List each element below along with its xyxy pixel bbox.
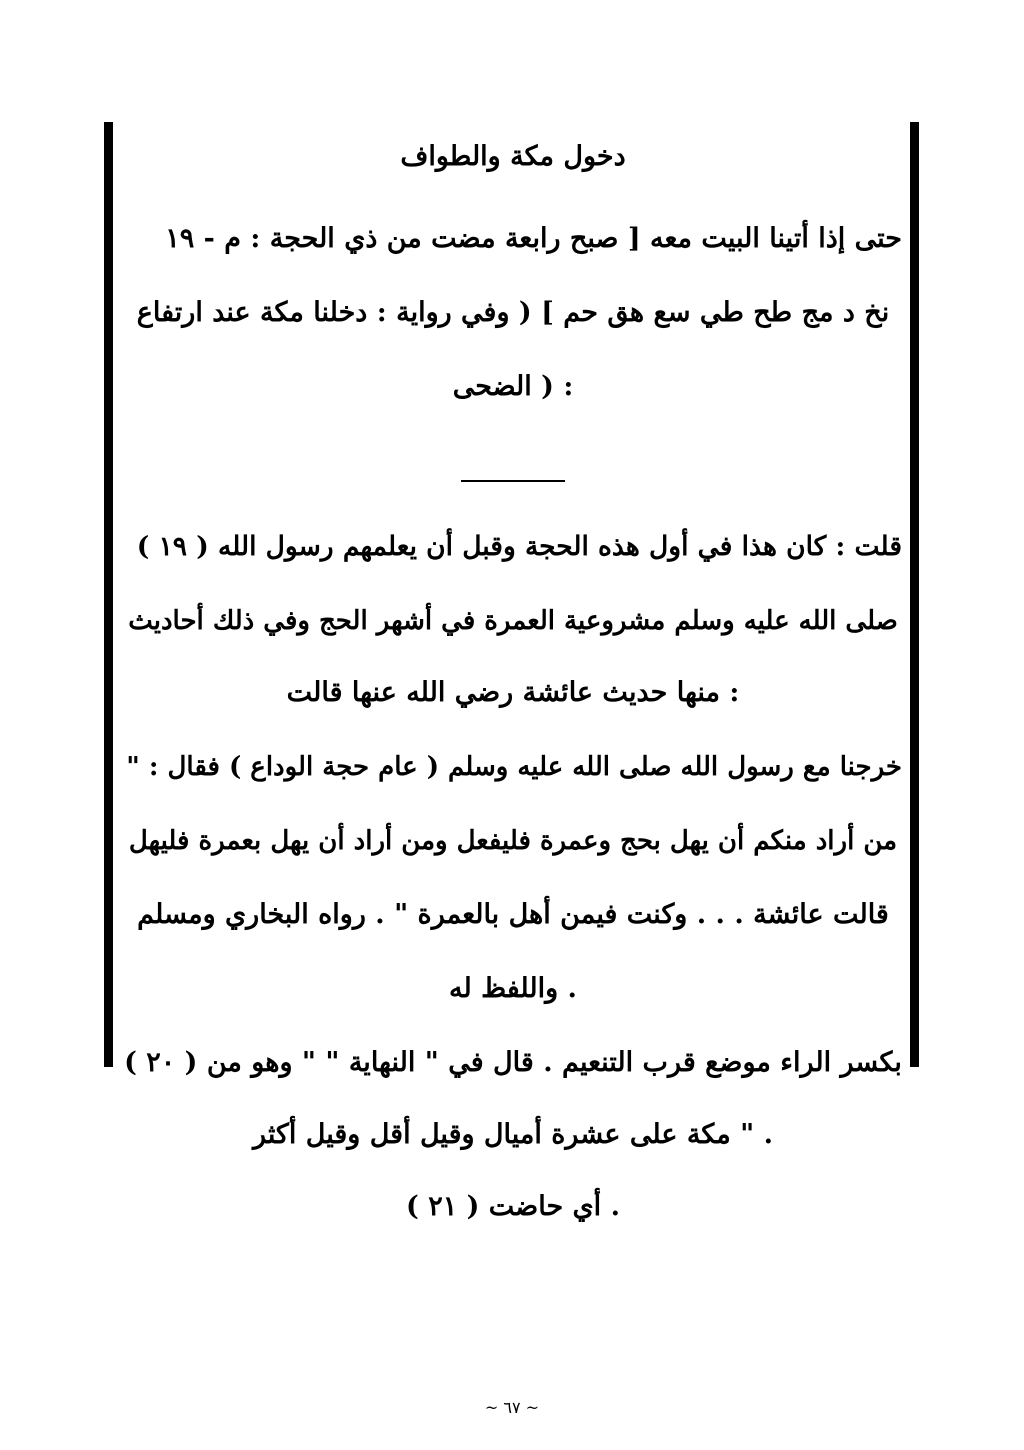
page-frame-left-rule bbox=[104, 122, 113, 1067]
footnote-20-line-2: . " مكة على عشرة أميال وقيل أقل وقيل أكثر bbox=[252, 1119, 773, 1150]
hadith-line-1: حتى إذا أتينا البيت معه [ صبح رابعة مضت من ذي الحجة : م - ١٩ bbox=[165, 223, 902, 254]
hadith-line-3: : ( الضحى bbox=[452, 371, 574, 402]
commentary-line-5: من أراد منكم أن يهل بحج وعمرة فليفعل ومن أراد أن يهل بعمرة فليهل bbox=[128, 826, 898, 856]
commentary-line-6: قالت عائشة . . . وكنت فيمن أهل بالعمرة " . رواه البخاري ومسلم bbox=[137, 899, 889, 930]
commentary-line-4: خرجنا مع رسول الله صلى الله عليه وسلم ( عام حجة الوداع ) فقال : " bbox=[126, 752, 902, 782]
commentary-line-2: صلى الله عليه وسلم مشروعية العمرة في أشهر الحج وفي ذلك أحاديث bbox=[128, 606, 898, 636]
page-number: ~ ٦٧ ~ bbox=[484, 1398, 540, 1417]
section-heading: دخول مكة والطواف bbox=[400, 141, 626, 172]
footnote-21: . أي حاضت ( ٢١ ) bbox=[406, 1191, 620, 1222]
commentary-line-3: : منها حديث عائشة رضي الله عنها قالت bbox=[286, 677, 740, 708]
commentary-line-1: قلت : كان هذا في أول هذه الحجة وقبل أن يعلمهم رسول الله ( ١٩ ) bbox=[136, 531, 902, 562]
section-divider bbox=[461, 480, 565, 482]
hadith-line-2: نخ د مج طح طي سع هق حم ] ( وفي رواية : دخلنا مكة عند ارتفاع bbox=[136, 297, 890, 328]
page-frame-right-rule bbox=[910, 122, 919, 1067]
commentary-line-7: . واللفظ له bbox=[449, 973, 577, 1004]
footnote-20-line-1: بكسر الراء موضع قرب التنعيم . قال في " النهاية " " وهو من ( ٢٠ ) bbox=[124, 1047, 902, 1078]
